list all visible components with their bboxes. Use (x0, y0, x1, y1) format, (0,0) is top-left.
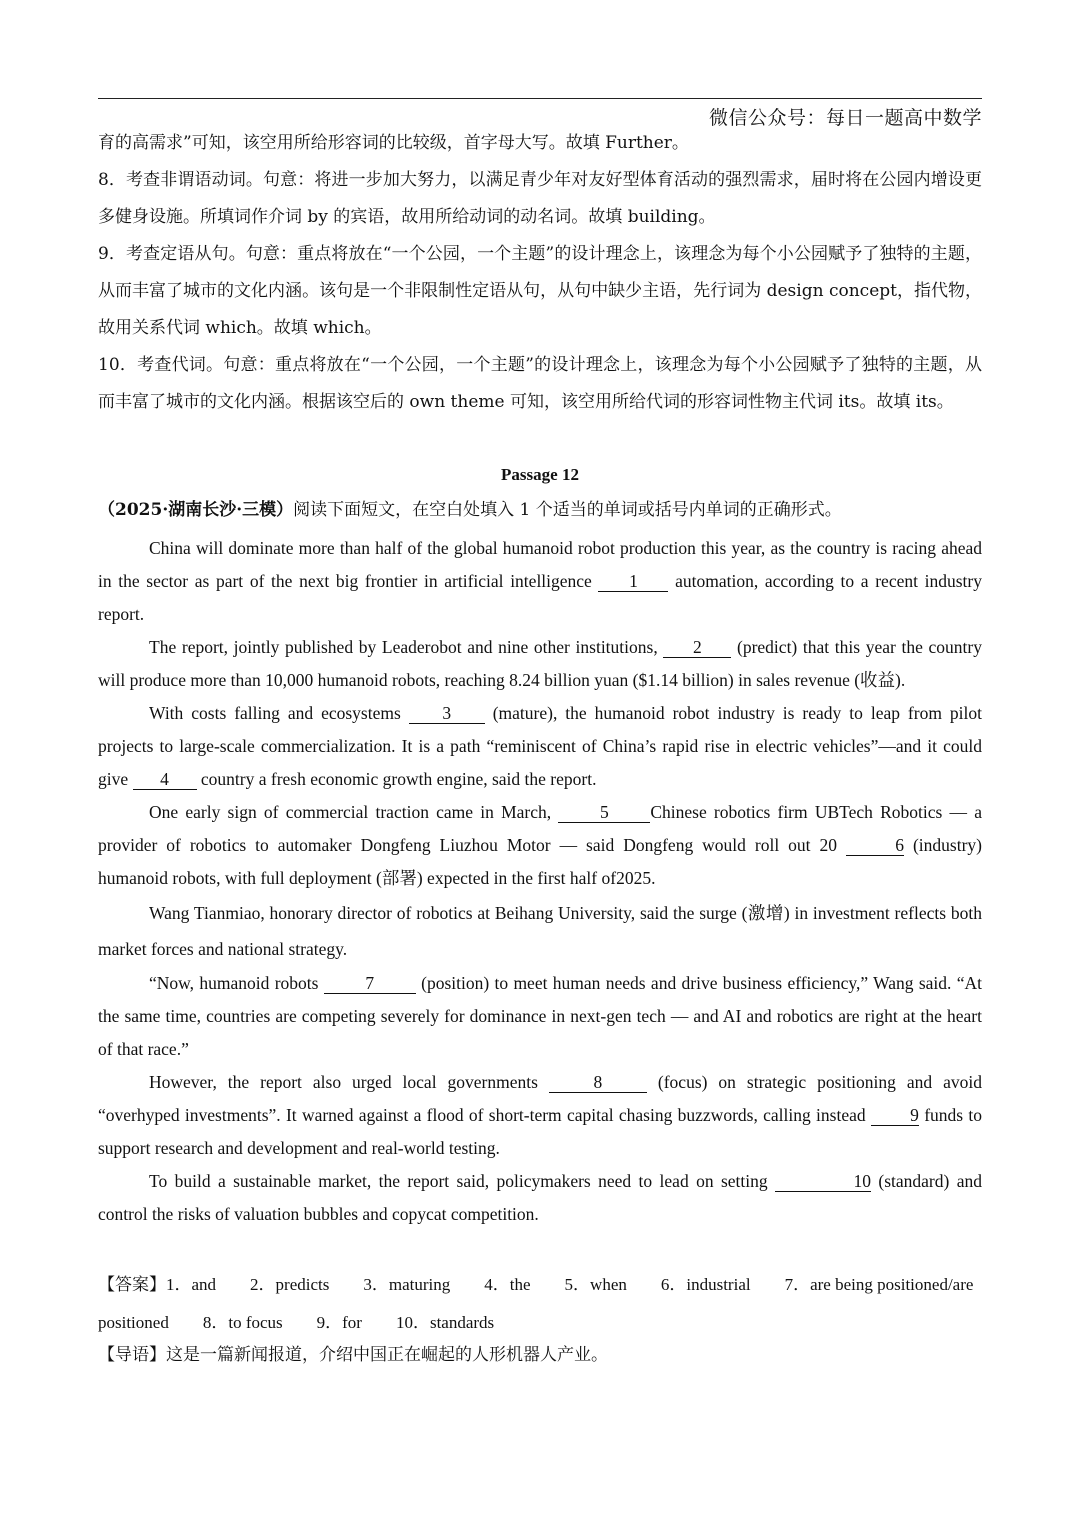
p4-text-d: (industry) humanoid robots, with full deployment (部署) expected in the first half of2025. (98, 835, 982, 888)
blank-5[interactable]: 5 (558, 802, 650, 823)
answer-5: 5．when (564, 1275, 627, 1294)
intro-label: 【导语】 (98, 1345, 166, 1365)
instruction-text: 阅读下面短文，在空白处填入 1 个适当的单词或括号内单词的正确形式。 (293, 500, 842, 520)
passage-body (98, 532, 982, 1231)
p4-text-a: One early sign of commercial traction came in March, (149, 802, 559, 822)
blank-4[interactable]: 4 (133, 769, 197, 790)
paragraph-3 (98, 697, 982, 796)
p2-text-c: (predict) that this year the country will produce more than 10,000 humanoid robots, reaching 8.24 billion yuan ($1.14 billion) in sales revenue (收益). (98, 637, 982, 690)
header-wechat-text: 微信公众号：每日一题高中数学 (708, 107, 982, 129)
paragraph-5 (98, 895, 982, 967)
blank-9[interactable]: 9 (871, 1105, 919, 1126)
paragraph-4 (98, 796, 982, 895)
p1-text-c: automation, according to a recent industry report. (98, 571, 982, 624)
answer-10: 10．standards (395, 1313, 495, 1332)
paragraph-6 (98, 967, 982, 1066)
passage-title: Passage 12 (501, 465, 579, 484)
answer-6: 6．industrial (660, 1275, 751, 1294)
p8-text-a: To build a sustainable market, the report said, policymakers need to lead on setting (149, 1171, 776, 1191)
blank-10[interactable]: 10 (775, 1171, 871, 1192)
p6-text-c: (position) to meet human needs and drive business efficiency,” Wang said. “At the same time, countries are competing severely for dominance in next-gen tech — and AI and robotics are right at the heart of that race.” (98, 973, 982, 1059)
answer-8: 8．to focus (202, 1313, 283, 1332)
p3-text-a: With costs falling and ecosystems (149, 703, 409, 723)
answers-line (98, 1266, 982, 1342)
header-rule (98, 98, 982, 99)
answer-3: 3．maturing (363, 1275, 451, 1294)
answers-section (98, 1266, 982, 1342)
paragraph-8 (98, 1165, 982, 1231)
p6-text-a: “Now, humanoid robots (149, 973, 324, 993)
p3-text-d: country a fresh economic growth engine, said the report. (196, 769, 597, 789)
blank-2[interactable]: 2 (663, 637, 731, 658)
explanation-10: 10．考查代词。句意：重点将放在“一个公园，一个主题”的设计理念上，该理念为每个小公园赋予了独特的主题，从而丰富了城市的文化内涵。根据该空后的 own theme 可知，该空用所给代词的形容词性物主代词 its。故填 its。 (98, 355, 982, 412)
intro-section (98, 1340, 982, 1370)
blank-1[interactable]: 1 (598, 571, 668, 592)
answer-2: 2．predicts (250, 1275, 330, 1294)
p5-text-a: Wang Tianmiao, honorary director of robotics at Beihang University, said the surge (激增) in investment reflects both market forces and national strategy. (98, 903, 982, 959)
blank-8[interactable]: 8 (549, 1072, 647, 1093)
answers-label: 【答案】 (98, 1275, 166, 1295)
paragraph-7 (98, 1066, 982, 1165)
passage-instruction (98, 497, 982, 523)
p7-text-a: However, the report also urged local governments (149, 1072, 549, 1092)
p7-text-c: (focus) on strategic positioning and avoid “overhyped investments”. It warned against a flood of short-term capital chasing buzzwords, calling instead (98, 1072, 982, 1125)
explanation-7-tail: 育的高需求”可知，该空用所给形容词的比较级，首字母大写。故填 Further。 (98, 133, 689, 153)
paragraph-2 (98, 631, 982, 697)
explanation-9: 9．考查定语从句。句意：重点将放在“一个公园，一个主题”的设计理念上，该理念为每个小公园赋予了独特的主题，从而丰富了城市的文化内涵。该句是一个非限制性定语从句，从句中缺少主语，先行词为 design concept，指代物，故用关系代词 which。故填 which。 (98, 244, 982, 338)
p8-text-c: (standard) and control the risks of valuation bubbles and copycat competition. (98, 1171, 982, 1224)
p7-text-d: funds to support research and development and real-world testing. (98, 1105, 982, 1158)
answer-9: 9．for (316, 1313, 362, 1332)
blank-6[interactable]: 6 (846, 835, 904, 856)
p3-text-c: (mature), the humanoid robot industry is ready to leap from pilot projects to large-scale commercialization. It is a path “reminiscent of China’s rapid rise in electric vehicles”—and it could give (98, 703, 982, 789)
explanation-8: 8．考查非谓语动词。句意：将进一步加大努力，以满足青少年对友好型体育活动的强烈需求，届时将在公园内增设更多健身设施。所填词作介词 by 的宾语，故用所给动词的动名词。故填 building。 (98, 170, 982, 227)
answer-4: 4．the (484, 1275, 531, 1294)
explanation-section (98, 125, 982, 421)
p1-text-a: China will dominate more than half of the global humanoid robot production this year, as the country is racing ahead in the sector as part of the next big frontier in artificial intelligence (98, 538, 982, 591)
answer-7: 7．are being positioned/are positioned (98, 1275, 974, 1332)
passage-source: （2025·湖南长沙·三模） (98, 500, 294, 520)
blank-3[interactable]: 3 (409, 703, 485, 724)
paragraph-1 (98, 532, 982, 631)
p4-text-c: Chinese robotics firm UBTech Robotics — a provider of robotics to automaker Dongfeng Liuzhou Motor — said Dongfeng would roll out 20 (98, 802, 982, 855)
intro-text: 这是一篇新闻报道，介绍中国正在崛起的人形机器人产业。 (166, 1345, 608, 1365)
answer-1: 1．and (166, 1275, 217, 1294)
p2-text-a: The report, jointly published by Leaderobot and nine other institutions, (149, 637, 664, 657)
blank-7[interactable]: 7 (324, 973, 416, 994)
